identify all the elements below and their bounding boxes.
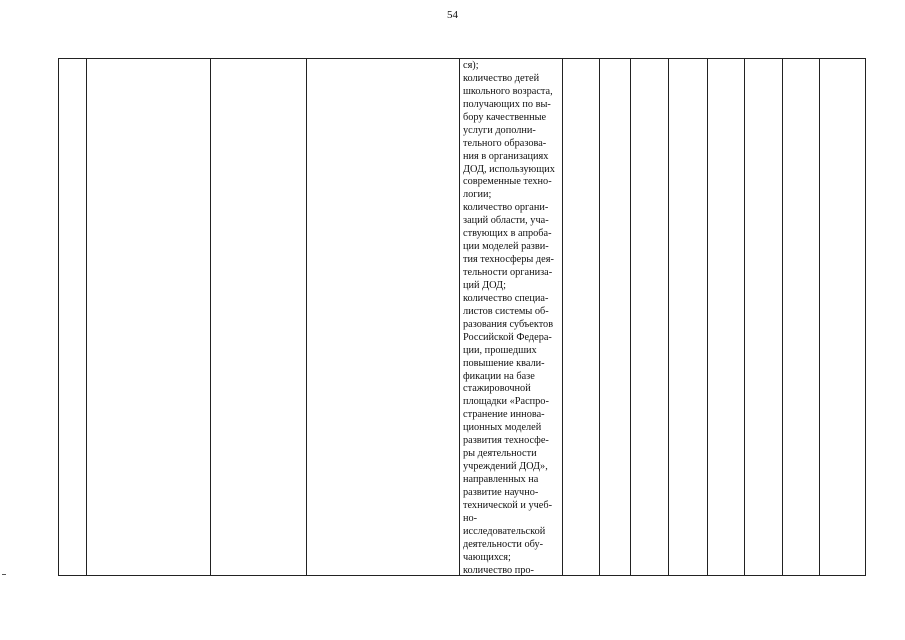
cell-text-line: ционных моделей xyxy=(463,422,542,434)
cell-text-line: современные техно- xyxy=(463,176,552,188)
column-divider xyxy=(306,58,307,576)
cell-text-line: количество про- xyxy=(463,564,534,576)
cell-text-line: количество специа- xyxy=(463,292,549,304)
indicator-cell-text xyxy=(463,60,563,578)
column-divider xyxy=(630,58,631,576)
cell-text-line: бору качественные xyxy=(463,111,547,123)
cell-text-line: направленных на xyxy=(463,474,539,485)
cell-text-line: фикации на базе xyxy=(463,370,535,382)
column-divider xyxy=(668,58,669,576)
cell-text-line: ния в организациях xyxy=(463,150,549,162)
cell-text-line: ций ДОД; xyxy=(463,279,506,291)
cell-text-line: тия техносферы дея- xyxy=(463,254,554,266)
cell-text-line: ся); xyxy=(463,60,479,71)
cell-text-line: развитие научно- xyxy=(463,486,539,498)
cell-text-line: школьного возраста, xyxy=(463,85,553,97)
column-divider xyxy=(819,58,820,576)
cell-text-line: логии; xyxy=(463,189,492,201)
cell-text-line: странение иннова- xyxy=(463,409,545,421)
cell-text-line: исследовательской xyxy=(463,525,546,537)
cell-text-line: услуги дополни- xyxy=(463,124,536,136)
cell-text-line: технической и учеб- xyxy=(463,499,553,511)
cell-text-line: тельности организа- xyxy=(463,267,553,278)
cell-text-line: количество детей xyxy=(463,72,540,84)
cell-text-line: деятельности обу- xyxy=(463,538,544,550)
cell-text-line: повышение квали- xyxy=(463,357,545,369)
column-divider xyxy=(707,58,708,576)
cell-text-line: количество органи- xyxy=(463,202,549,214)
scan-artifact xyxy=(2,574,6,575)
column-divider xyxy=(459,58,460,576)
cell-text-line: учреждений ДОД», xyxy=(463,461,548,473)
cell-text-line: развития техносфе- xyxy=(463,435,549,447)
cell-text-line: Российской Федера- xyxy=(463,331,552,343)
cell-text-line: ры деятельности xyxy=(463,448,537,460)
column-divider xyxy=(744,58,745,576)
page-number: 54 xyxy=(447,9,458,21)
cell-text-line: ДОД, использующих xyxy=(463,163,555,175)
column-divider xyxy=(599,58,600,576)
cell-text-line: листов системы об- xyxy=(463,305,549,317)
cell-text-line: чающихся; xyxy=(463,551,511,563)
cell-text-line: тельного образова- xyxy=(463,137,547,149)
cell-text-line: ции моделей разви- xyxy=(463,241,549,253)
cell-text-line: ствующих в апроба- xyxy=(463,228,552,240)
column-divider xyxy=(86,58,87,576)
cell-text-line: но- xyxy=(463,512,478,524)
cell-text-line: получающих по вы- xyxy=(463,98,551,110)
column-divider xyxy=(210,58,211,576)
cell-text-line: площадки «Распро- xyxy=(463,396,549,408)
cell-text-line: разования субъектов xyxy=(463,318,554,330)
column-divider xyxy=(782,58,783,576)
cell-text-line: заций области, уча- xyxy=(463,215,549,227)
cell-text-line: ции, прошедших xyxy=(463,344,537,356)
cell-text-line: стажировочной xyxy=(463,383,531,395)
